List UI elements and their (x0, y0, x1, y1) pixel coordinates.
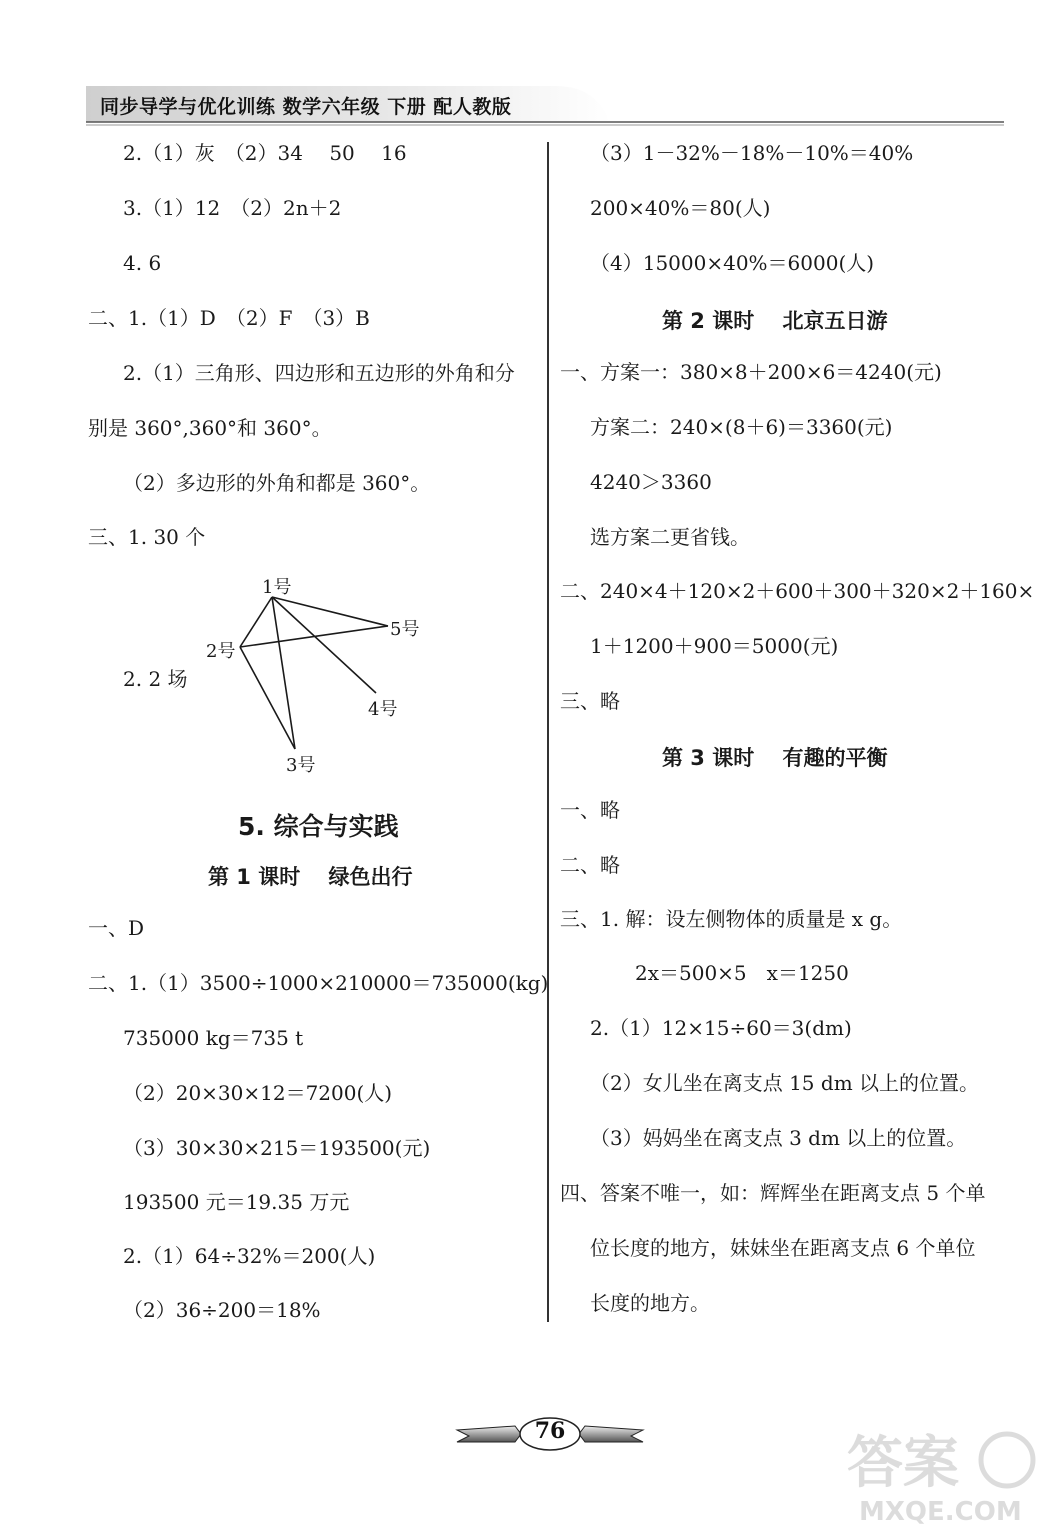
answer-line: 1＋1200＋900＝5000(元) (590, 634, 839, 658)
answer-line: 三、1. 解：设左侧物体的质量是 x g。 (560, 907, 903, 931)
node-2-label: 2号 (206, 641, 236, 662)
answer-line: 一、略 (560, 798, 620, 822)
answer-line: 2.（1）灰 （2）34 50 16 (123, 141, 407, 165)
page-number: 76 (534, 1418, 566, 1444)
answer-line: 一、方案一：380×8＋200×6＝4240(元) (560, 360, 942, 384)
answer-line: 二、1.（1）3500÷1000×210000＝735000(kg) (88, 971, 549, 995)
answer-line: 二、1.（1）D （2）F （3）B (88, 306, 370, 330)
watermark-text: 答案 (847, 1431, 959, 1496)
answer-line: （3）1－32%－18%－10%＝40% (590, 141, 914, 165)
node-5-label: 5号 (390, 619, 420, 640)
answer-line: 二、240×4＋120×2＋600＋300＋320×2＋160× (560, 579, 1035, 603)
answer-line: 4240＞3360 (590, 470, 712, 494)
watermark-url: MXQE.COM (859, 1497, 1022, 1527)
answer-line: 一、D (88, 916, 145, 940)
answer-line: （4）15000×40%＝6000(人) (590, 251, 875, 275)
answer-line: （2）36÷200＝18% (123, 1298, 321, 1322)
answer-line: 2.（1）三角形、四边形和五边形的外角和分 (123, 361, 515, 385)
answer-line: 三、1. 30 个 (88, 525, 206, 549)
answer-line: （2）女儿坐在离支点 15 dm 以上的位置。 (590, 1071, 980, 1095)
answer-line: 选方案二更省钱。 (590, 525, 750, 549)
answer-line: 3.（1）12 （2）2n＋2 (123, 196, 342, 220)
lesson-title: 第 2 课时 北京五日游 (662, 309, 888, 333)
node-3-label: 3号 (286, 755, 316, 776)
answer-line: 200×40%＝80(人) (590, 196, 771, 220)
edge-2-5 (240, 626, 388, 647)
edge-1-5 (272, 597, 388, 626)
chapter-title: 5. 综合与实践 (238, 812, 399, 841)
lesson-title: 第 3 课时 有趣的平衡 (662, 746, 888, 770)
answer-line: 别是 360°,360°和 360°。 (88, 416, 332, 440)
answer-line: 四、答案不唯一，如：辉辉坐在距离支点 5 个单 (560, 1181, 986, 1205)
answer-line: 方案二：240×(8＋6)＝3360(元) (590, 415, 893, 439)
node-1-label: 1号 (262, 577, 292, 598)
node-4-label: 4号 (368, 699, 398, 720)
answer-line: 2.（1）64÷32%＝200(人) (123, 1244, 376, 1268)
lesson-title: 第 1 课时 绿色出行 (208, 865, 413, 889)
answer-line: 位长度的地方，妹妹坐在距离支点 6 个单位 (590, 1236, 976, 1260)
edge-1-4 (272, 597, 376, 693)
answer-line: （2）多边形的外角和都是 360°。 (123, 471, 431, 495)
edge-1-2 (240, 597, 272, 647)
answer-line: （2）20×30×12＝7200(人) (123, 1081, 393, 1105)
answer-line: 长度的地方。 (590, 1291, 710, 1315)
column-divider (547, 142, 549, 1322)
answer-line: （3）30×30×215＝193500(元) (123, 1136, 431, 1160)
answer-line: 735000 kg＝735 t (123, 1026, 304, 1050)
answer-line: 二、略 (560, 853, 620, 877)
match-diagram (200, 575, 440, 784)
answer-line: 4. 6 (123, 251, 162, 275)
answer-line: 2x＝500×5 x＝1250 (635, 961, 849, 985)
header-title: 同步导学与优化训练 数学六年级 下册 配人教版 (100, 96, 512, 118)
answer-line: 2.（1）12×15÷60＝3(dm) (590, 1016, 852, 1040)
answer-line: （3）妈妈坐在离支点 3 dm 以上的位置。 (590, 1126, 967, 1150)
answer-line: 2. 2 场 (123, 667, 188, 691)
answer-line: 193500 元＝19.35 万元 (123, 1190, 350, 1214)
watermark-logo (839, 1420, 1039, 1530)
answer-line: 三、略 (560, 689, 620, 713)
